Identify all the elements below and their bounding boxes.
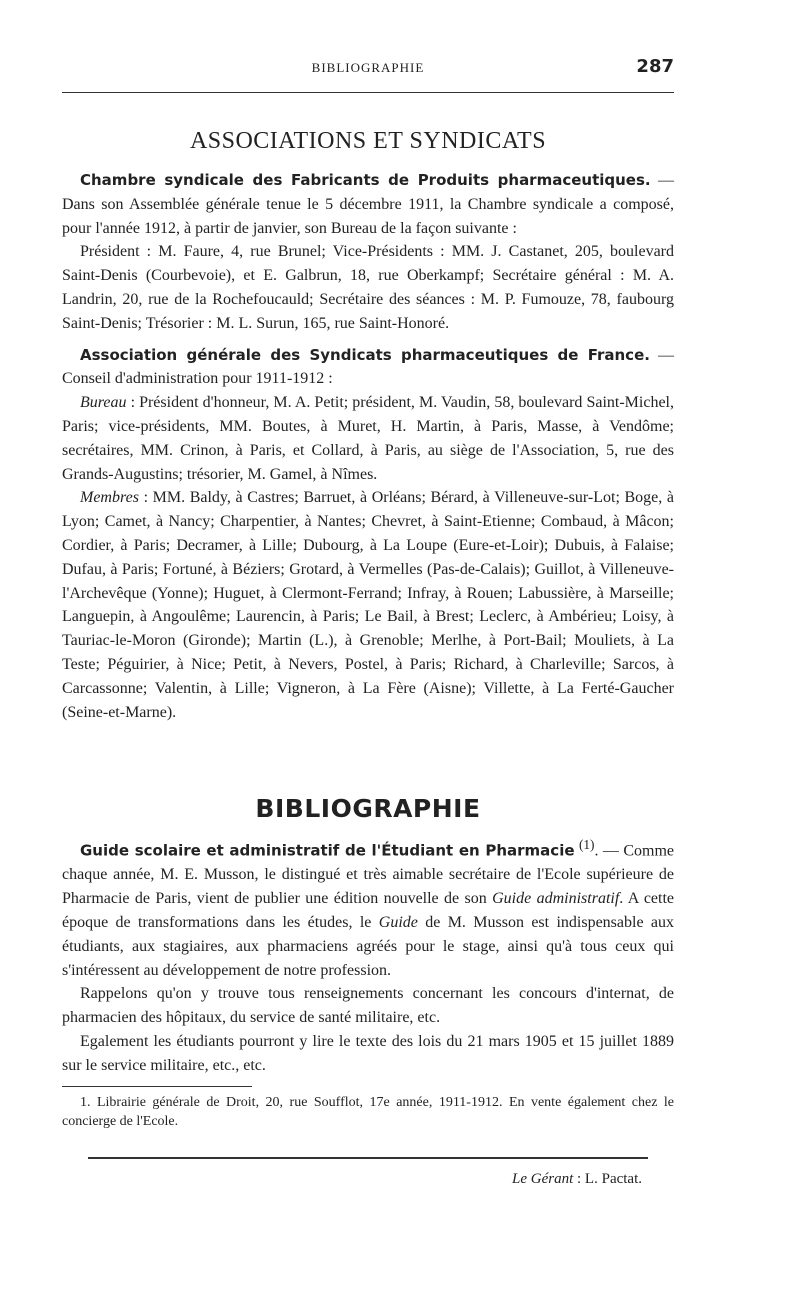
bureau-text: : Président d'honneur, M. A. Petit; président, M. Vaudin, 58, boulevard Saint-Michel, Paris; vice-présidents, MM. Boutes, à Muret, H. Martin, à Paris, Masse, à Vendôme; secrétaires, MM. Crinon, à Paris, et Collard, à Paris, au siège de l'Association, 5, rue des Grands-Augustins; trésorier, M. Gamel, à Nîmes. bbox=[62, 394, 674, 483]
guide-para3: Egalement les étudiants pourront y lire le texte des lois du 21 mars 1905 et 15 juillet 1889 sur le service militaire, etc., etc. bbox=[62, 1033, 674, 1074]
association-entry bbox=[62, 344, 674, 725]
gerant-name: : L. Pactat. bbox=[573, 1170, 642, 1187]
guide-rest2: de M. Musson est indispensable aux étudiants, aux stagiaires, aux pharmaciens agréés pour le stage, ainsi qu'à tous ceux qui s'intéressent au développement de notre profession. bbox=[62, 914, 675, 979]
page bbox=[62, 50, 674, 1188]
chambre-intro: — Dans son Assemblée générale tenue le 5 décembre 1911, la Chambre syndicale a composé, pour l'année 1912, à partir de janvier, son Bureau de la façon suivante : bbox=[62, 172, 674, 237]
guide-title: Guide administratif bbox=[492, 890, 620, 908]
association-intro: — Conseil d'administration pour 1911-1912 : bbox=[62, 346, 674, 388]
membres-text: : MM. Baldy, à Castres; Barruet, à Orléans; Bérard, à Villeneuve-sur-Lot; Boge, à Lyon; Camet, à Nancy; Charpentier, à Nantes; Chevret, à Saint-Etienne; Combaud, à Mâcon; Cordier, à Paris; Decramer, à Lille; Dubourg, à La Loupe (Eure-et-Loir); Dubuis, à Falaise; Dufau, à Paris; Fortuné, à Béziers; Grotard, à Vermelles (Pas-de-Calais); Guillot, à Villeneuve-l'Archevêque (Yonne); Huguet, à Clermont-Ferrand; Infray, à Rouen; Labussière, à Marseille; Languepin, à Angoulême; Laurencin, à Paris; Le Bail, à Brest; Leclerc, à Ambérieu; Loisy, à Tauriac-le-Moron (Gironde); Martin (L.), à Grenoble; Merlhe, à Port-Bail; Mouliets, à La Teste; Péguirier, à Nice; Petit, à Nevers, Postel, à Paris; Richard, à Charleville; Sarcos, à Carcassonne; Valentin, à Lille; Vigneron, à La Fère (Aisne); Villette, à La Ferté-Gaucher (Seine-et-Marne). bbox=[62, 489, 674, 721]
running-title: BIBLIOGRAPHIE bbox=[311, 60, 425, 75]
chambre-members: Président : M. Faure, 4, rue Brunel; Vice-Présidents : MM. J. Castanet, 205, boulevard Saint-Denis (Courbevoie), et E. Galbrun, 18, rue Oberkampf; Secrétaire général : M. A. Landrin, 20, rue de la Rochefoucauld; Secrétaire des séances : M. P. Fumouze, 78, faubourg Saint-Denis; Trésorier : M. L. Surun, 165, rue Saint-Honoré. bbox=[62, 243, 674, 332]
membres-label: Membres bbox=[80, 489, 139, 507]
running-head bbox=[62, 50, 674, 84]
footer-rule bbox=[88, 1157, 648, 1159]
footnote-rule bbox=[62, 1086, 252, 1087]
chambre-intro-paragraph bbox=[62, 169, 674, 240]
gerant-signature bbox=[62, 1171, 642, 1188]
chambre-heading: Chambre syndicale des Fabricants de Produits pharmaceutiques. bbox=[80, 171, 651, 189]
guide-paragraph bbox=[62, 833, 674, 982]
guide-entry bbox=[62, 833, 674, 1077]
guide-word: Guide bbox=[378, 914, 418, 932]
section-title-associations: ASSOCIATIONS ET SYNDICATS bbox=[189, 128, 547, 154]
header-rule bbox=[62, 92, 674, 93]
association-heading: Association générale des Syndicats pharmaceutiques de France. bbox=[80, 345, 650, 364]
guide-para2: Rappelons qu'on y trouve tous renseignements concernant les concours d'internat, de pharmacien des hôpitaux, du service de santé militaire, etc. bbox=[62, 985, 674, 1027]
chambre-entry bbox=[62, 169, 674, 336]
guide-intro: . — Comme chaque année, M. E. Musson, le distingué et très aimable secrétaire de l'Ecole supérieure de Pharmacie de Paris, vient de publier une édition nouvelle de son bbox=[62, 842, 675, 908]
bureau-label: Bureau bbox=[80, 394, 127, 412]
footnote: 1. Librairie générale de Droit, 20, rue Soufflot, 17e année, 1911-1912. En vente également chez le concierge de l'Ecole. bbox=[62, 1094, 674, 1129]
page-number: 287 bbox=[636, 56, 674, 77]
footnote-ref: (1) bbox=[578, 837, 595, 853]
guide-rest: . A cette époque de transformations dans les études, le bbox=[62, 890, 675, 932]
association-intro-paragraph bbox=[62, 344, 674, 392]
guide-heading: Guide scolaire et administratif de l'Étudiant en Pharmacie bbox=[80, 841, 575, 860]
gerant-label: Le Gérant bbox=[512, 1170, 574, 1187]
section-title-bibliographie: BIBLIOGRAPHIE bbox=[255, 794, 481, 824]
bureau-paragraph bbox=[62, 391, 674, 486]
membres-paragraph bbox=[62, 486, 674, 724]
